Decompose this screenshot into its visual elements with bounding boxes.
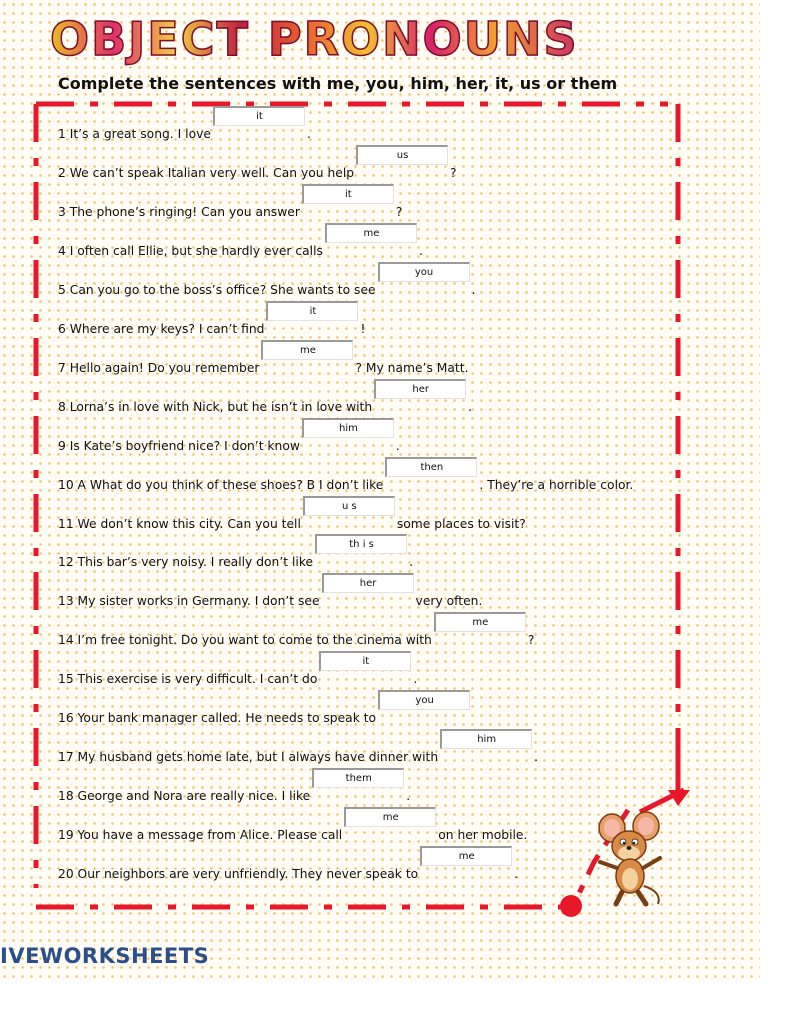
answer-field[interactable] [312,768,404,788]
exercise-item [58,500,526,532]
answer-field[interactable] [261,340,353,360]
exercise-item [58,733,538,765]
exercise-item [58,655,417,687]
sentence-start: 11 We don’t know this city. Can you tell [58,517,301,531]
liveworksheets-logo: IVEWORKSHEETS [0,944,210,968]
sentence-start: 14 I’m free tonight. Do you want to come to the cinema with [58,633,432,647]
answer-field[interactable] [385,457,477,477]
sentence-end: ? [395,205,403,219]
sentence-start: 8 Lorna’s in love with Nick, but he isn’t in love with [58,400,373,414]
sentence-start: 19 You have a message from Alice. Please call [58,828,343,842]
sentence-start: 18 George and Nora are really nice. I like [58,789,311,803]
answer-field[interactable] [302,184,394,204]
sentence-start: 2 We can’t speak Italian very well. Can you help [58,166,355,180]
sentence-end: ? [450,166,457,180]
answer-field[interactable] [322,573,414,593]
sentence-start: 10 A What do you think of these shoes? B I don’t like [58,478,384,492]
exercise-item [58,383,472,415]
exercise-item [58,772,410,804]
exercise-item [58,616,534,648]
exercise-item [58,461,633,493]
sentence-start: 3 The phone’s ringing! Can you answer [58,205,300,219]
exercise-item [58,227,423,259]
sentence-end: . [413,672,418,686]
sentence-start: 13 My sister works in Germany. I don’t see [58,594,320,608]
exercise-item [58,694,472,726]
answer-field[interactable] [378,262,470,282]
exercise-item [58,422,400,454]
jerry-mouse-illustration [588,808,668,908]
sentence-start: 20 Our neighbors are very unfriendly. They never speak to [58,867,419,881]
sentence-start: 15 This exercise is very difficult. I can’t do [58,672,318,686]
sentence-end: . [471,283,476,297]
answer-field[interactable] [356,145,448,165]
sentence-end: . [468,400,473,414]
exercise-item [58,850,518,882]
sentence-end: some places to visit? [396,517,526,531]
instruction-text: Complete the sentences with me, you, him, her, it, us or them [58,74,618,93]
sentence-end: ? My name’s Matt. [355,361,469,375]
sentence-start: 4 I often call Ellie, but she hardly ever calls [58,244,323,258]
sentence-end: on her mobile. [438,828,528,842]
sentence-end: . [418,244,423,258]
sentence-end: . [534,750,539,764]
answer-field[interactable] [325,223,417,243]
sentence-end: . [395,439,400,453]
answer-field[interactable] [420,846,512,866]
answer-field[interactable] [374,379,466,399]
sentence-end: ? [527,633,535,647]
sentence-end: ! [360,322,366,336]
sentence-start: 7 Hello again! Do you remember [58,361,260,375]
answer-field[interactable] [213,106,305,126]
sentence-end: . [306,127,311,141]
sentence-start: 9 Is Kate’s boyfriend nice? I don’t know [58,439,300,453]
worksheet-title: OBJECT PRONOUNS [50,12,579,66]
sentence-start: 6 Where are my keys? I can’t find [58,322,265,336]
answer-field[interactable] [303,496,395,516]
exercise-item [58,538,413,570]
sentence-end: . They’re a horrible color. [479,478,634,492]
exercise-item [58,149,457,181]
sentence-start: 1 It’s a great song. I love [58,127,211,141]
answer-field[interactable] [434,612,526,632]
answer-field[interactable] [302,418,394,438]
sentence-start: 5 Can you go to the boss’s office? She wants to see [58,283,376,297]
sentence-end: very often. [415,594,483,608]
answer-field[interactable] [344,807,436,827]
sentence-end: . [406,789,411,803]
answer-field[interactable] [266,301,358,321]
exercise-item [58,344,468,376]
sentence-start: 17 My husband gets home late, but I always have dinner with [58,750,439,764]
exercise-item [58,110,311,142]
sentence-start: 12 This bar’s very noisy. I really don’t like [58,555,314,569]
sentence-end: . [409,555,413,569]
exercise-item [58,577,482,609]
answer-field[interactable] [315,534,407,554]
answer-field[interactable] [378,690,470,710]
exercise-item [58,266,476,298]
sentence-start: 16 Your bank manager called. He needs to speak to [58,711,377,725]
sentence-end: . [514,867,519,881]
answer-field[interactable] [440,729,532,749]
answer-field[interactable] [319,651,411,671]
exercise-item [58,811,527,843]
exercise-item [58,305,365,337]
exercise-item [58,188,402,220]
